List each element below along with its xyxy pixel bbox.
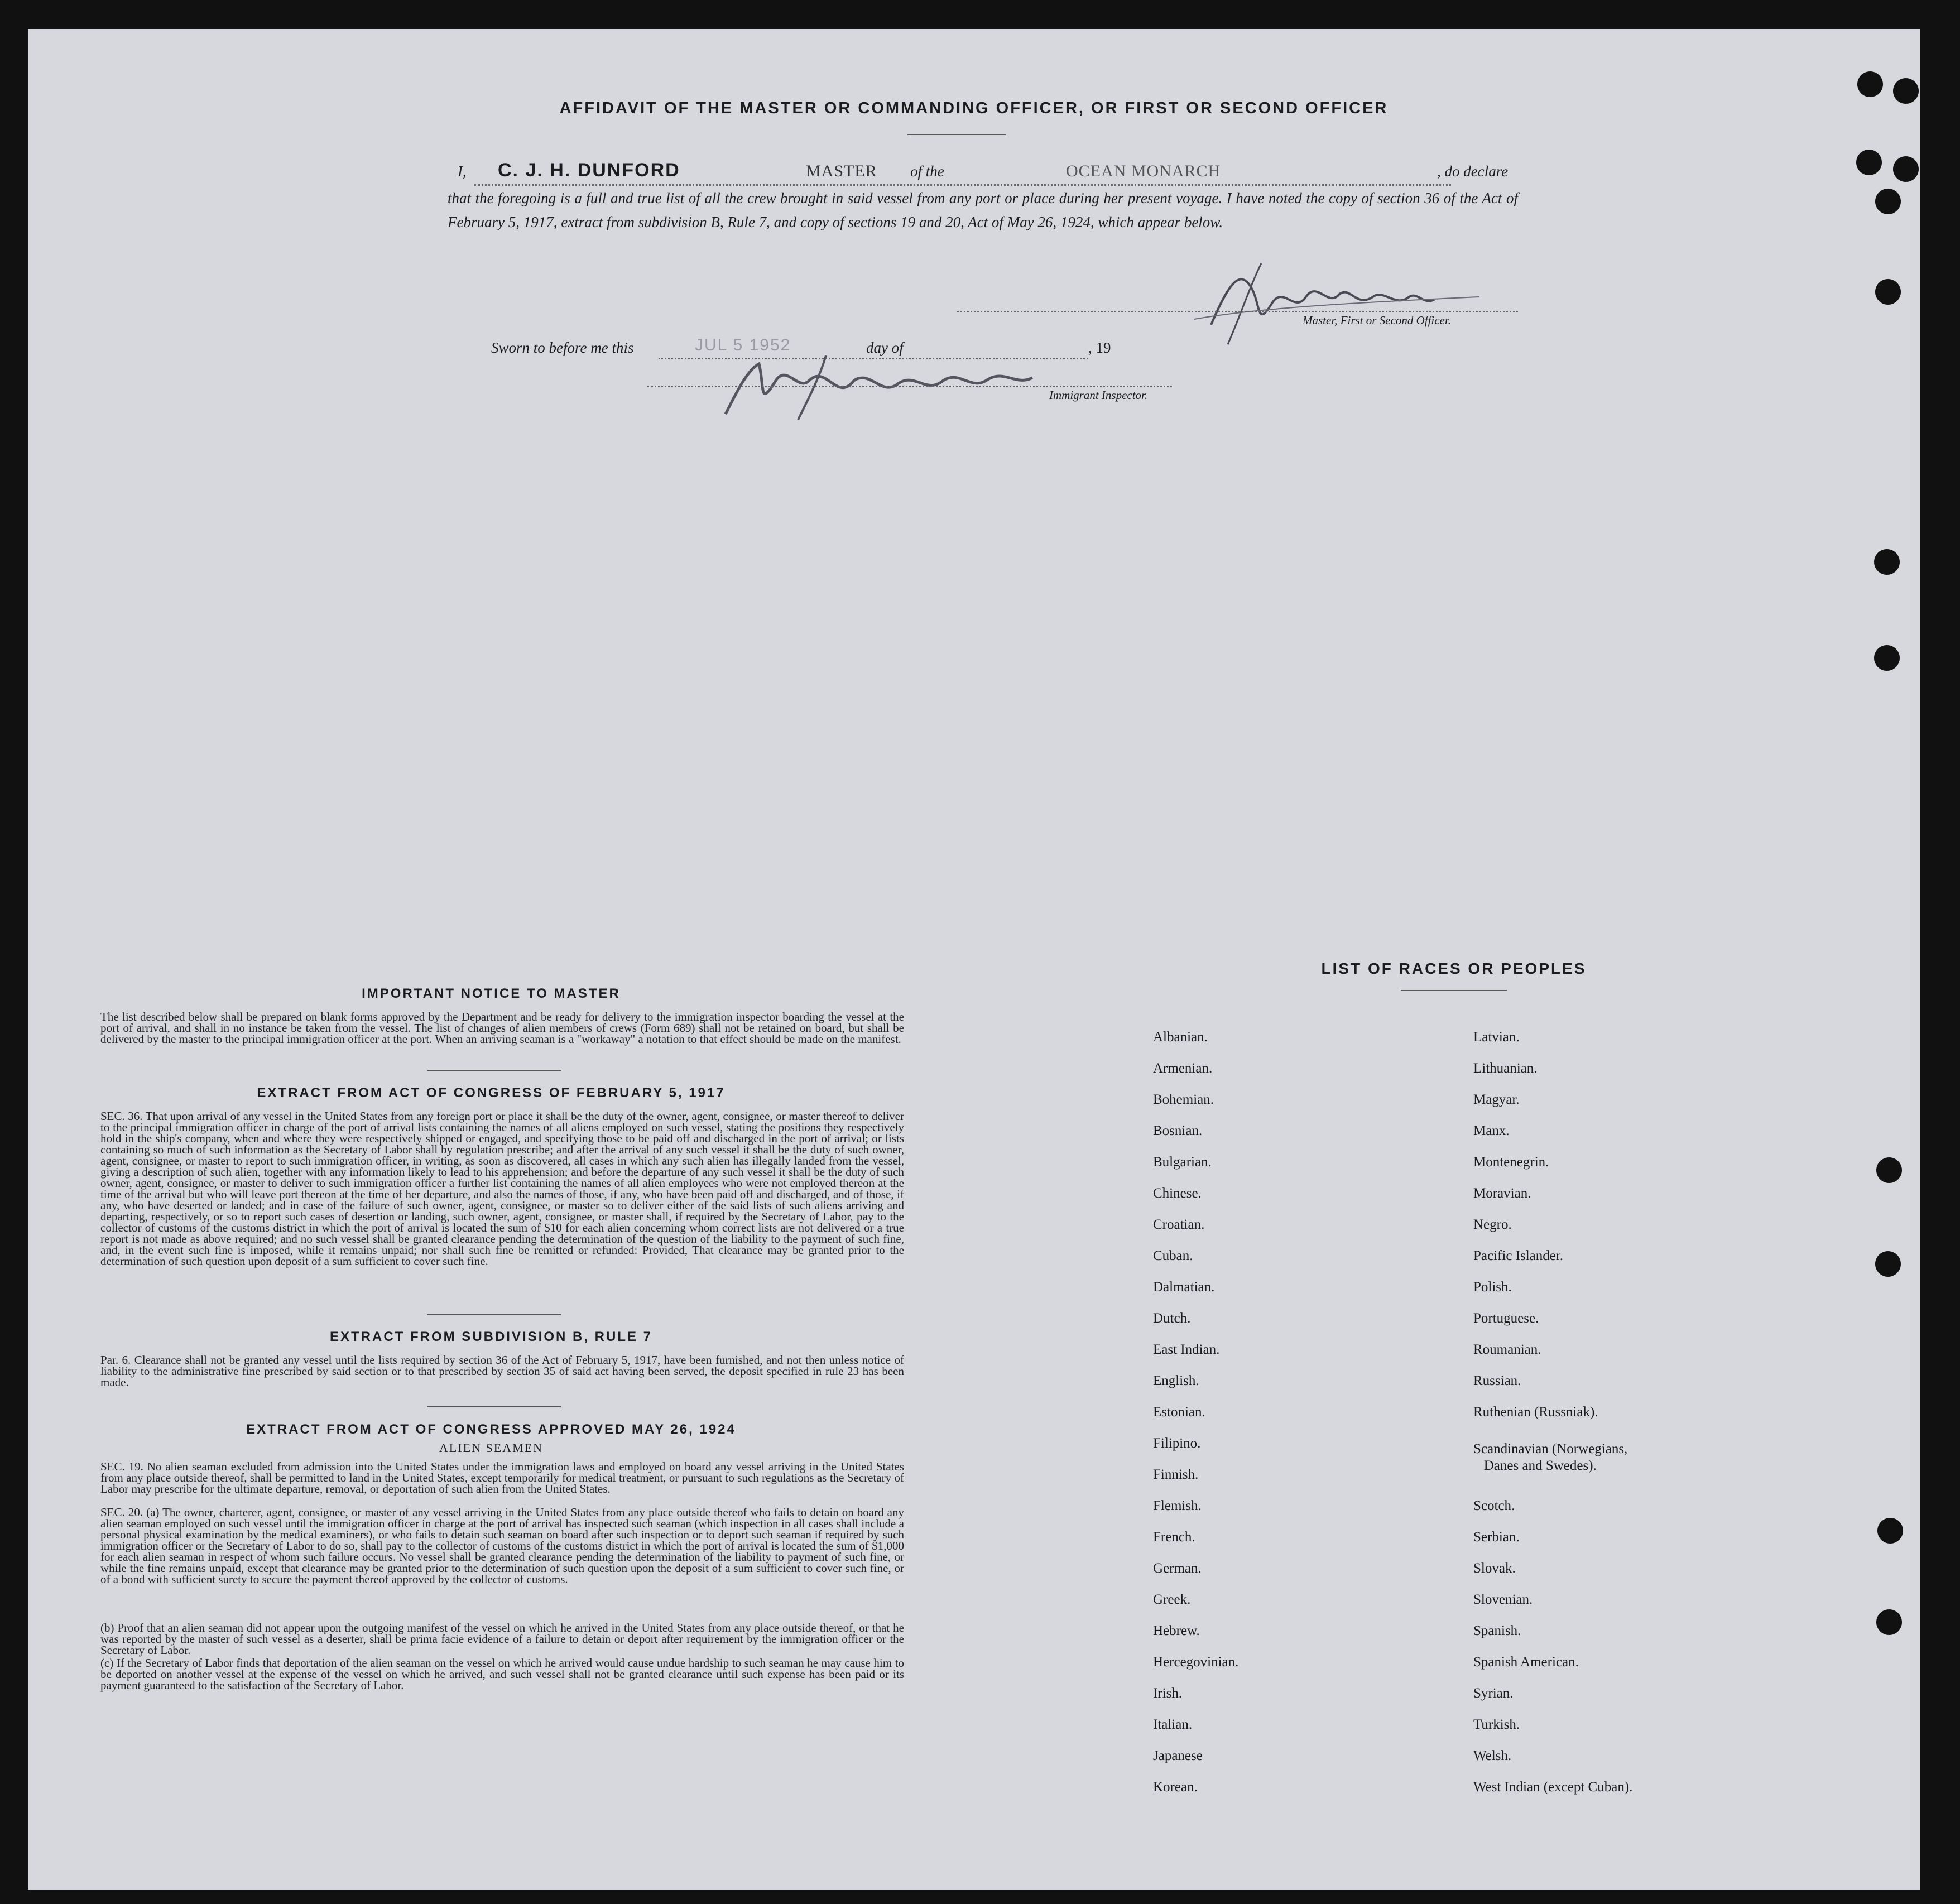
race-item: Japanese [1153,1748,1203,1763]
race-item: Croatian. [1153,1217,1205,1232]
race-item: Scotch. [1473,1498,1515,1513]
race-item: Slovenian. [1473,1592,1533,1607]
race-item: Irish. [1153,1686,1183,1701]
notice-divider [427,1070,561,1071]
race-item: Manx. [1473,1123,1510,1138]
binder-hole [1856,150,1882,175]
race-item: Turkish. [1473,1717,1520,1732]
race-item: English. [1153,1373,1199,1388]
race-item: Montenegrin. [1473,1155,1549,1170]
signature-line [957,311,1518,312]
document-page [28,29,1920,1890]
races-title: LIST OF RACES OR PEOPLES [1321,960,1587,977]
binder-hole [1874,549,1900,575]
notice-text: The list described below shall be prepared on blank forms approved by the Department and be ready for delivery to the immigration inspector boarding the vessel at the port of arrival, and shall in no instance be taken from the vessel. The list of changes of alien members of crews (Form 689) shall not be retained on board, but shall be delivered by the master to the principal immigration officer at the port. When an arriving seaman is a "workaway" a notation to that effect should be made on the manifest. [100,1010,904,1046]
race-item: Negro. [1473,1217,1512,1232]
signature-caption: Master, First or Second Officer. [1303,314,1451,327]
race-item: Polish. [1473,1280,1512,1295]
binder-hole [1876,1609,1902,1635]
race-item: Finnish. [1153,1467,1199,1482]
race-item: Estonian. [1153,1405,1205,1420]
race-item: Roumanian. [1473,1342,1541,1357]
declaration-line [474,184,1451,186]
binder-hole [1893,156,1919,182]
rule7-divider [427,1406,561,1407]
rule7-text: Par. 6. Clearance shall not be granted any vessel until the lists required by section 36 of the Act of February 5, 1917, have been furnished, and not then unless notice of liability to the administrative fine prescribed by said section or to that prescribed by section 35 of said act having been served, the deposit specified in rule 23 has been made. [100,1353,904,1389]
race-item: Chinese. [1153,1186,1202,1201]
sec20c-text: (c) If the Secretary of Labor finds that deportation of the alien seaman on the vessel on which he arrived would cause undue hardship to such seaman he may cause him to be deported on another vessel at the expense of the vessel on which he arrived, and such vessel shall not be granted clearance until such expense has been paid or its payment guaranteed to the satisfaction of the Secretary of Labor. [100,1656,904,1692]
race-item: Bohemian. [1153,1092,1214,1107]
year-label: , 19 [1088,339,1111,356]
master-rank: MASTER [806,162,877,180]
race-item: Serbian. [1473,1530,1520,1545]
binder-hole [1875,279,1901,305]
race-item: Filipino. [1153,1436,1201,1451]
race-item: Slovak. [1473,1561,1516,1576]
race-item: Lithuanian. [1473,1061,1538,1076]
binder-hole [1877,1518,1903,1544]
race-item: French. [1153,1530,1195,1545]
extract-1924-subtitle: ALIEN SEAMEN [439,1441,543,1455]
race-item: Welsh. [1473,1748,1512,1763]
of-the-label: of the [910,163,944,180]
race-item: East Indian. [1153,1342,1220,1357]
race-item: Latvian. [1473,1030,1520,1045]
date-stamp: JUL 5 1952 [695,336,791,354]
sworn-label: Sworn to before me this [491,339,634,356]
race-item: Syrian. [1473,1686,1514,1701]
race-item: West Indian (except Cuban). [1473,1780,1633,1795]
races-divider [1401,990,1507,991]
sec20a-text: SEC. 20. (a) The owner, charterer, agent, consignee, or master of any vessel arriving in the United States from any place outside thereof who fails to detain on board any alien seaman employed on such vessel until the immigration officer in charge at the port of arrival has inspected such seaman (which inspection in all cases shall include a personal physical examination by the medical examiners), or who fails to detain such seaman on board after such inspection or to deport such seaman if required by such immigration officer or the Secretary of Labor to do so, shall pay to the collector of customs of the customs district in which the port of arrival is located the sum of $1,000 for each alien seaman in respect of whom such failure occurs. No vessel shall be granted clearance pending the determination of the liability to payment of such fine, or while the fine remains unpaid, except that clearance may be granted prior to the determination of such question upon the deposit of a sum sufficient to cover such fine, or of a bond with sufficient surety to secure the payment thereof approved by the collector of customs. [100,1506,904,1586]
race-item: Albanian. [1153,1030,1208,1045]
title-divider [907,134,1006,135]
race-item: Magyar. [1473,1092,1520,1107]
binder-hole [1875,189,1901,214]
binder-hole [1876,1157,1902,1183]
inspector-caption: Immigrant Inspector. [1049,388,1148,402]
rule7-title: EXTRACT FROM SUBDIVISION B, RULE 7 [329,1329,653,1344]
race-item: Cuban. [1153,1248,1193,1263]
affidavit-i: I, [458,163,467,180]
race-item: Russian. [1473,1373,1521,1388]
master-signature [1189,252,1501,347]
binder-hole [1875,1251,1901,1277]
race-item: Hercegovinian. [1153,1655,1239,1670]
race-item: Portuguese. [1473,1311,1539,1326]
master-name: C. J. H. DUNFORD [498,160,680,181]
race-item: Dutch. [1153,1311,1191,1326]
race-item: Hebrew. [1153,1623,1200,1638]
race-item: Moravian. [1473,1186,1531,1201]
vessel-name: OCEAN MONARCH [1066,162,1221,180]
affidavit-text: that the foregoing is a full and true list of all the crew brought in said vessel from any port or place during her present voyage. I have noted the copy of section 36 of the Act of February 5, 1917, extract from subdivision B, Rule 7, and copy of sections 19 and 20, Act of May 26, 1924, which appear below. [448,190,1518,230]
race-item: Scandinavian (Norwegians, Danes and Swedes). [1473,1441,1628,1473]
sec19-text: SEC. 19. No alien seaman excluded from admission into the United States under the immigration laws and employed on board any vessel arriving in the United States from any place outside thereof, shall be permitted to land in the United States, except temporarily for medical treatment, or pursuant to such regulations as the Secretary of Labor may prescribe for the ultimate departure, removal, or deportation of such alien from the United States. [100,1460,904,1496]
race-item: Armenian. [1153,1061,1213,1076]
race-item: Dalmatian. [1153,1280,1215,1295]
binder-hole [1857,71,1883,97]
race-item: Flemish. [1153,1498,1202,1513]
sec20b-text: (b) Proof that an alien seaman did not appear upon the outgoing manifest of the vessel on which he arrived in the United States from any place outside thereof, or that he was reported by the master of such vessel as a deserter, shall be prima facie evidence of a failure to detain or deport after requirement by the immigration officer or the Secretary of Labor. [100,1621,904,1657]
binder-hole [1874,645,1900,671]
race-item: Bulgarian. [1153,1155,1212,1170]
race-item: Spanish. [1473,1623,1521,1638]
extract-1924-title: EXTRACT FROM ACT OF CONGRESS APPROVED MAY 26, 1924 [246,1422,736,1437]
binder-hole [1893,78,1919,104]
extract-1917-title: EXTRACT FROM ACT OF CONGRESS OF FEBRUARY 5, 1917 [257,1085,726,1100]
race-item: Pacific Islander. [1473,1248,1564,1263]
race-item: Spanish American. [1473,1655,1579,1670]
inspector-line [647,386,1172,387]
race-item: German. [1153,1561,1202,1576]
affidavit-title: AFFIDAVIT OF THE MASTER OR COMMANDING OFFICER, OR FIRST OR SECOND OFFICER [559,99,1389,117]
notice-title: IMPORTANT NOTICE TO MASTER [362,986,621,1001]
race-item: Bosnian. [1153,1123,1203,1138]
day-of-label: day of [866,339,904,356]
extract-1917-divider [427,1314,561,1315]
extract-1917-text: SEC. 36. That upon arrival of any vessel in the United States from any foreign port or place it shall be the duty of the owner, agent, consignee, or master thereof to deliver to the principal immigration officer in charge of the port of arrival lists containing the names of all aliens employed on such vessel, stating the positions they respectively hold in the ship's company, when and where they were respectively shipped or engaged, and specifying those to be paid off and discharged in the port of arrival; or lists containing so much of such information as the Secretary of Labor shall by regulation prescribe; and after the arrival of any such vessel it shall be the duty of such owner, agent, consignee, or master to report to such immigration officer, in writing, as soon as discovered, all cases in which any such alien has illegally landed from the vessel, giving a description of such alien, together with any information likely to lead to his apprehension; and before the departure of any such vessel it shall be the duty of such owner, agent, consignee, or master to deliver to such immigration officer a further list containing the names of all alien employees who were not employed thereon at the time of the arrival but who will leave port thereon at the time of her departure, and also the names of those, if any, who have been paid off and discharged, and of those, if any, who have deserted or landed; and in case of the failure of such owner, agent, consignee, or master so to deliver either of the said lists of such aliens arriving and departing, respectively, or so to report such cases of desertion or landing, such owner, agent, consignee, or master shall, if required by the Secretary of Labor, pay to the collector of customs of the customs district in which the port of arrival is located the sum of $10 for each alien concerning whom correct lists are not delivered or a true report is not made as above required; and no such vessel shall be granted clearance pending the determination of the question of the liability to the payment of such fine, and, in the event such fine is imposed, while it remains unpaid; nor shall such fine be remitted or refunded: Provided, That clearance may be granted prior to the determination of such question upon deposit of a sum sufficient to cover such fine. [100,1109,904,1268]
do-declare-label: , do declare [1437,163,1509,180]
race-item: Korean. [1153,1780,1198,1795]
race-item: Ruthenian (Russniak). [1473,1405,1598,1420]
race-item: Italian. [1153,1717,1193,1732]
race-item: Greek. [1153,1592,1191,1607]
